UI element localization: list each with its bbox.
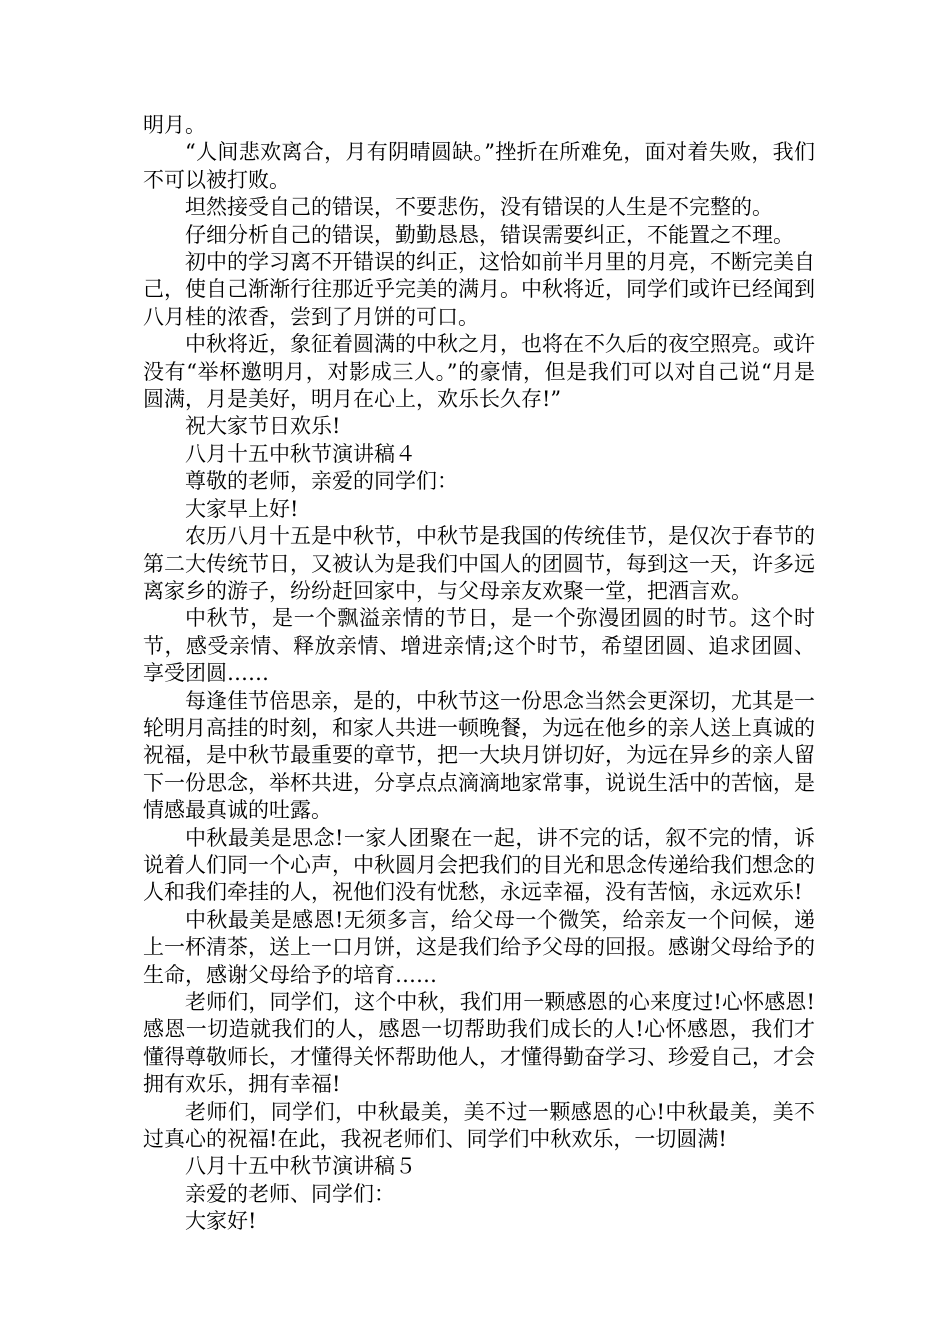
paragraph: 老师们，同学们，这个中秋，我们用一颗感恩的心来度过!心怀感恩!感恩一切造就我们的人，感恩一切帮助我们成长的人!心怀感恩，我们才懂得尊敬师长，才懂得关怀帮助他人，才懂得勤奋学习、珍爱自己，才会拥有欢乐，拥有幸福!	[143, 990, 815, 1097]
paragraph: 坦然接受自己的错误，不要悲伤，没有错误的人生是不完整的。	[185, 195, 773, 220]
greeting: 大家早上好!	[185, 496, 299, 521]
paragraph: 明月。	[143, 113, 206, 137]
salutation: 亲爱的老师、同学们：	[185, 1181, 395, 1206]
paragraph: “人间悲欢离合，月有阴晴圆缺。”挫折在所难免，面对着失败，我们不可以被打败。	[143, 140, 815, 192]
paragraph: 中秋最美是思念!一家人团聚在一起，讲不完的话，叙不完的情，诉说着人们同一个心声，中秋圆月会把我们的目光和思念传递给我们想念的人和我们牵挂的人，祝他们没有忧愁，永远幸福，没有苦恼，永远欢乐!	[143, 825, 815, 905]
paragraph: 中秋节，是一个飘溢亲情的节日，是一个弥漫团圆的时节。这个时节，感受亲情、释放亲情、增进亲情;这个时节，希望团圆、追求团圆、享受团圆……	[143, 606, 815, 686]
paragraph: 初中的学习离不开错误的纠正，这恰如前半月里的月亮，不断完美自己，使自己渐渐行往那近乎完美的满月。中秋将近，同学们或许已经闻到八月桂的浓香，尝到了月饼的可口。	[143, 250, 815, 329]
greeting: 大家好!	[185, 1209, 257, 1234]
paragraph: 每逢佳节倍思亲，是的，中秋节这一份思念当然会更深切，尤其是一轮明月高挂的时刻，和家人共进一顿晚餐，为远在他乡的亲人送上真诚的祝福，是中秋节最重要的章节，把一大块月饼切好，为远在异乡的亲人留下一份思念，举杯共进，分享点点滴滴地家常事，说说生活中的苦恼，是情感最真诚的吐露。	[143, 688, 815, 823]
closing-wish: 祝大家节日欢乐!	[185, 414, 341, 439]
salutation: 尊敬的老师，亲爱的同学们：	[185, 469, 458, 494]
paragraph: 老师们，同学们，中秋最美，美不过一颗感恩的心!中秋最美，美不过真心的祝福!在此，我祝老师们、同学们中秋欢乐，一切圆满!	[143, 1099, 815, 1152]
speech-heading: 八月十五中秋节演讲稿５	[185, 1154, 416, 1179]
speech-heading: 八月十五中秋节演讲稿４	[185, 441, 416, 466]
paragraph: 中秋将近，象征着圆满的中秋之月，也将在不久后的夜空照亮。或许没有“举杯邀明月，对影成三人。”的豪情，但是我们可以对自己说“月是圆满，月是美好，明月在心上，欢乐长久存!”	[143, 332, 815, 412]
document-page	[143, 112, 815, 1236]
paragraph: 中秋最美是感恩!无须多言，给父母一个微笑，给亲友一个问候，递上一杯清茶，送上一口月饼，这是我们给予父母的回报。感谢父母给予的生命，感谢父母给予的培育……	[143, 907, 815, 987]
paragraph: 农历八月十五是中秋节，中秋节是我国的传统佳节，是仅次于春节的第二大传统节日，又被认为是我们中国人的团圆节，每到这一天，许多远离家乡的游子，纷纷赶回家中，与父母亲友欢聚一堂，把酒言欢。	[143, 524, 815, 603]
paragraph: 仔细分析自己的错误，勤勤恳恳，错误需要纠正，不能置之不理。	[185, 222, 794, 247]
